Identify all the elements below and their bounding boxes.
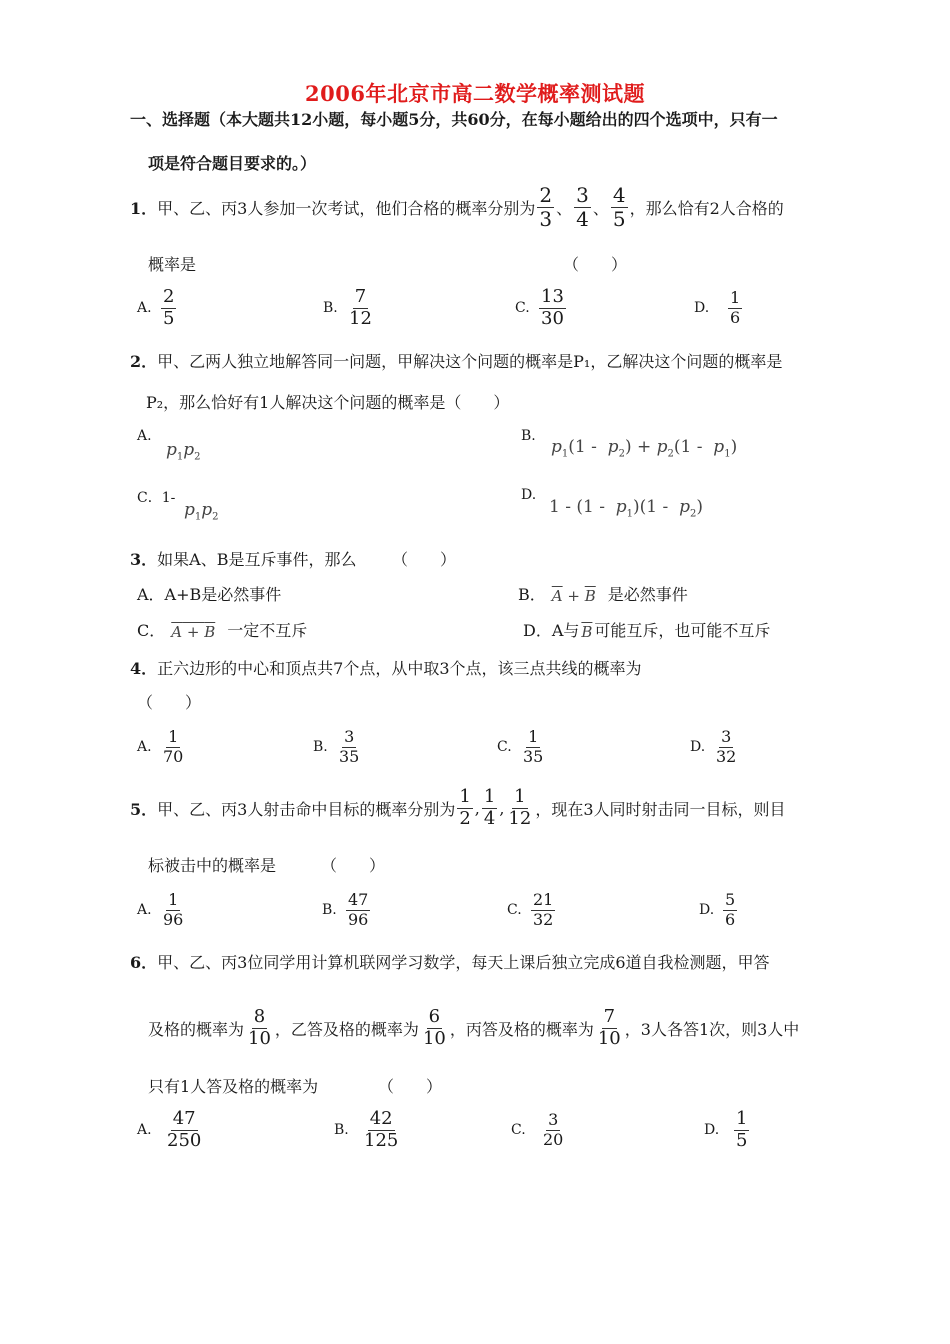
- question-text: 甲、乙、丙3人射击命中目标的概率分别为: [157, 799, 456, 819]
- option-c: C. $\frac{1}{35}$: [497, 727, 544, 766]
- question-text: ，现在3人同时射击同一目标，则目: [535, 799, 786, 819]
- answer-paren: （ ）: [137, 693, 202, 712]
- question-number: 6．: [130, 953, 158, 972]
- question-text: 如果A、B是互斥事件，那么: [157, 550, 357, 569]
- option-b: B. $\frac{47}{96}$: [322, 890, 369, 929]
- option-a: A. $\frac{2}{5}$: [137, 286, 175, 329]
- question-5: 5． 甲、乙、丙3人射击命中目标的概率分别为 $\frac{1}{2}$ , $\frac{1}{4}$ , $\frac{1}{12}$ ，现在3人同时射击同一目标，则目: [130, 786, 786, 829]
- question-1-line2: 概率是: [148, 255, 197, 274]
- fraction: $\frac{1}{5}$: [736, 1108, 748, 1151]
- fraction: $\frac{3}{35}$: [339, 727, 360, 766]
- fraction: $\frac{47}{250}$: [167, 1108, 202, 1151]
- fraction: $\frac{3}{32}$: [716, 727, 737, 766]
- fraction: $\frac{5}{6}$: [725, 890, 736, 929]
- option-b: B． $\overline{A} + \overline{B}$ 是必然事件: [518, 585, 688, 605]
- fraction: $\frac{8}{10}$: [248, 1006, 271, 1049]
- question-text: ，那么恰有2人合格的: [629, 199, 784, 218]
- question-number: 3．: [130, 550, 158, 569]
- question-2: [130, 349, 782, 372]
- option-c: C．1-: [137, 490, 176, 506]
- fraction: $\frac{2}{3}$: [539, 183, 553, 231]
- fraction: $\frac{4}{5}$: [612, 183, 626, 231]
- question-text: 甲、乙、丙3位同学用计算机联网学习数学，每天上课后独立完成6道自我检测题，甲答: [157, 953, 770, 972]
- question-1: 1． 甲、乙、丙3人参加一次考试，他们合格的概率分别为 $\frac{2}{3}$ 、 $\frac{3}{4}$ 、 $\frac{4}{5}$ ，那么恰有2人合格的: [130, 183, 784, 231]
- complement-sum-expression: A + B: [171, 622, 216, 641]
- question-5-line2: 标被击中的概率是: [148, 856, 277, 875]
- option-c: C. $\frac{13}{30}$: [515, 286, 564, 329]
- section-heading-line1: 一、选择题（本大题共12小题，每小题5分，共60分，在每小题给出的四个选项中，只有一: [130, 110, 778, 129]
- question-6-line2: 及格的概率为 $\frac{8}{10}$ ，乙答及格的概率为 $\frac{6}{10}$ ，丙答及格的概率为 $\frac{7}{10}$ ，3人各答1次，则3人中: [148, 1006, 800, 1049]
- option-b: B. $\frac{7}{12}$: [323, 286, 372, 329]
- question-2-line2: P₂，那么恰好有1人解决这个问题的概率是（ ）: [146, 393, 510, 412]
- fraction: $\frac{3}{4}$: [576, 183, 589, 231]
- fraction: $\frac{6}{10}$: [422, 1006, 446, 1049]
- fraction: $\frac{7}{10}$: [597, 1006, 621, 1049]
- question-text: 正六边形的中心和顶点共7个点，从中取3个点，该三点共线的概率为: [157, 659, 642, 678]
- question-number: 2．: [130, 352, 158, 371]
- option-a: A. $\frac{1}{70}$: [137, 727, 184, 766]
- fraction: $\frac{1}{2}$: [459, 786, 471, 829]
- question-4: [130, 656, 642, 679]
- fraction: $\frac{1}{6}$: [730, 288, 741, 327]
- option-d: D．A与 $\overline{B}$ 可能互斥，也可能不互斥: [523, 621, 771, 641]
- answer-paren: （ ）: [392, 550, 457, 569]
- option-d: D. $\frac{1}{5}$: [704, 1108, 748, 1151]
- fraction: $\frac{42}{125}$: [364, 1108, 399, 1151]
- question-3: [130, 547, 356, 570]
- option-c: C． A + B 一定不互斥: [137, 621, 308, 641]
- option-c: C. $\frac{3}{20}$: [511, 1110, 564, 1149]
- option-c: C. $\frac{21}{32}$: [507, 890, 554, 929]
- answer-paren: （ ）: [563, 255, 628, 274]
- answer-paren: （ ）: [378, 1077, 443, 1096]
- fraction: $\frac{2}{5}$: [163, 286, 175, 329]
- complement-expression: $\overline{A} + \overline{B}$: [551, 586, 596, 605]
- question-number: 4．: [130, 659, 158, 678]
- option-b-label: B.: [521, 428, 536, 444]
- page-title: 2006年北京市高二数学概率测试题: [305, 81, 645, 106]
- option-a: A. $\frac{1}{96}$: [137, 890, 184, 929]
- fraction: $\frac{7}{12}$: [349, 286, 372, 329]
- option-b: B. $\frac{3}{35}$: [313, 727, 360, 766]
- question-number: 5．: [130, 799, 158, 819]
- answer-paren: （ ）: [321, 856, 386, 875]
- fraction: $\frac{47}{96}$: [348, 890, 369, 929]
- fraction: $\frac{3}{20}$: [543, 1110, 564, 1149]
- option-b-formula: $p_1(1 - p_2) + p_2(1 - p_1)$: [551, 437, 738, 460]
- fraction: $\frac{1}{35}$: [523, 727, 544, 766]
- question-text: 甲、乙、丙3人参加一次考试，他们合格的概率分别为: [157, 199, 536, 218]
- option-d: D. $\frac{3}{32}$: [690, 727, 737, 766]
- option-a-label: A.: [137, 428, 152, 444]
- option-a: A. $\frac{47}{250}$: [137, 1108, 202, 1151]
- fraction: $\frac{1}{70}$: [163, 727, 184, 766]
- question-6-line3: 只有1人答及格的概率为: [148, 1077, 319, 1096]
- option-d-label: D.: [521, 487, 537, 503]
- option-a-formula: $p_1p_2$: [166, 440, 201, 463]
- fraction: $\frac{21}{32}$: [533, 890, 554, 929]
- option-d: D. $\frac{5}{6}$: [699, 890, 736, 929]
- fraction: $\frac{13}{30}$: [541, 286, 564, 329]
- fraction: $\frac{1}{12}$: [508, 786, 532, 829]
- option-b: B. $\frac{42}{125}$: [334, 1108, 399, 1151]
- option-d-formula: $1 - (1 - p_1)(1 - p_2)$: [549, 497, 703, 520]
- option-a: A．A+B是必然事件: [137, 585, 282, 604]
- fraction: $\frac{1}{96}$: [163, 890, 184, 929]
- question-text: 甲、乙两人独立地解答同一问题，甲解决这个问题的概率是P₁，乙解决这个问题的概率是: [157, 352, 783, 371]
- fraction: $\frac{1}{4}$: [483, 786, 496, 829]
- question-6: [130, 950, 770, 973]
- question-number: 1．: [130, 199, 158, 218]
- complement-b: $\overline{B}$: [581, 622, 593, 641]
- section-heading-line2: 项是符合题目要求的。）: [148, 154, 317, 173]
- option-c-formula: $p_1p_2$: [184, 500, 219, 523]
- option-d: D. $\frac{1}{6}$: [694, 288, 741, 327]
